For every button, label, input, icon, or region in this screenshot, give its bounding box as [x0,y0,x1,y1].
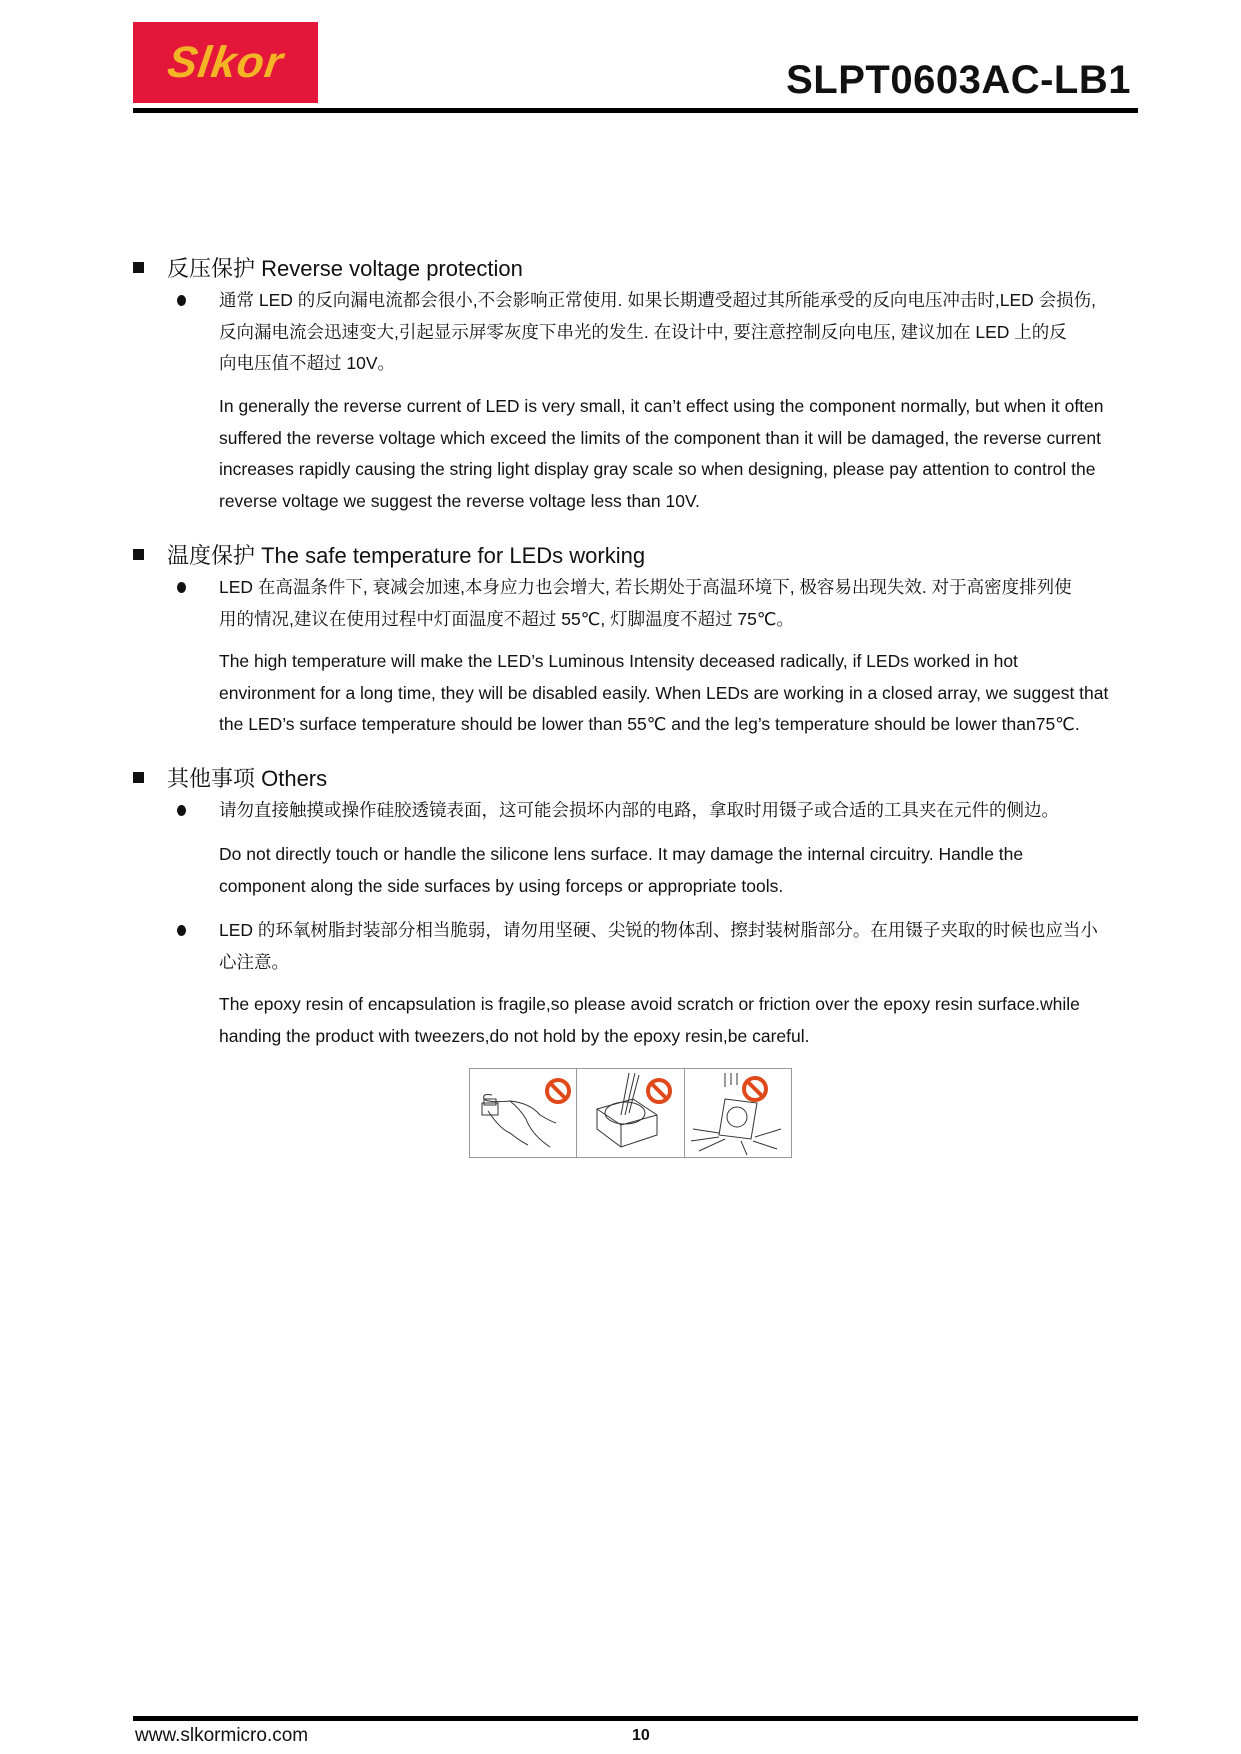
text-line: reverse voltage we suggest the reverse voltage less than 10V. [219,490,700,511]
footer-rule [133,1716,1138,1721]
square-bullet-icon [133,772,144,783]
footer-website-link[interactable]: www.slkormicro.com [135,1725,309,1746]
section-heading-safe-temperature: 温度保护 The safe temperature for LEDs working [167,543,646,568]
section-heading-reverse-voltage: 反压保护 Reverse voltage protection [167,256,523,281]
safe-temperature-en [219,646,1108,741]
document-title: SLPT0603AC-LB1 [786,58,1131,102]
square-bullet-icon [133,549,144,560]
text-line: component along the side surfaces by using forceps or appropriate tools. [219,875,784,896]
text-line: 向电压值不超过 10V。 [219,353,395,373]
text-line: Do not directly touch or handle the silicone lens surface. It may damage the internal circuitry. Handle the [219,844,1024,864]
text-line: 请勿直接触摸或操作硅胶透镜表面，这可能会损坏内部的电路，拿取时用镊子或合适的工具夹在元件的侧边。 [219,800,1059,820]
no-tweezers-on-lens-icon [577,1069,684,1157]
text-line: the LED’s surface temperature should be lower than 55℃ and the leg’s temperature should be lower than75℃. [219,714,1080,734]
reverse-voltage-zh [219,285,1096,380]
text-line: suffered the reverse voltage which exceed the limits of the component than it will be damaged, the reverse current [219,427,1101,448]
text-line: In generally the reverse current of LED is very small, it can’t effect using the component normally, but when it often [219,396,1104,416]
text-line: LED 在高温条件下, 衰减会加速,本身应力也会增大, 若长期处于高温环境下, 极容易出现失效. 对于高密度排列使 [219,577,1072,597]
text-line: The high temperature will make the LED’s Luminous Intensity deceased radically, if LEDs worked in hot [219,651,1018,671]
no-drop-impact-icon [685,1069,791,1157]
section-heading-others: 其他事项 Others [167,766,328,791]
text-line: increases rapidly causing the string light display gray scale so when designing, please pay attention to control the [219,459,1096,479]
reverse-voltage-en [219,391,1104,517]
page-number: 10 [632,1727,650,1744]
others-2-zh [219,915,1098,978]
text-line: The epoxy resin of encapsulation is fragile,so please avoid scratch or friction over the epoxy resin surface.while [219,994,1080,1014]
company-logo [133,22,318,103]
bullet-dot-icon [177,582,186,593]
no-finger-touch-icon [470,1069,577,1157]
text-line: 通常 LED 的反向漏电流都会很小,不会影响正常使用. 如果长期遭受超过其所能承受的反向电压冲击时,LED 会损伤, [219,290,1096,310]
others-1-en [219,839,1023,902]
safe-temperature-zh [219,572,1072,635]
text-line: 反向漏电流会迅速变大,引起显示屏零灰度下串光的发生. 在设计中, 要注意控制反向电压, 建议加在 LED 上的反 [219,321,1067,342]
others-2-en [219,989,1080,1052]
logo-text: Slkor [164,37,287,87]
square-bullet-icon [133,262,144,273]
text-line: 用的情况,建议在使用过程中灯面温度不超过 55℃, 灯脚温度不超过 75℃。 [219,608,795,629]
handling-precautions-figure [469,1068,792,1158]
header-rule [133,108,1138,113]
text-line: handing the product with tweezers,do not hold by the epoxy resin,be careful. [219,1025,810,1046]
bullet-dot-icon [177,925,186,936]
text-line: LED 的环氧树脂封装部分相当脆弱，请勿用坚硬、尖锐的物体刮、擦封装树脂部分。在用镊子夹取的时候也应当小 [219,920,1098,940]
others-1-zh [219,795,1059,827]
text-line: 心注意。 [219,951,289,972]
bullet-dot-icon [177,805,186,816]
text-line: environment for a long time, they will be disabled easily. When LEDs are working in a closed array, we suggest that [219,682,1109,703]
bullet-dot-icon [177,295,186,306]
